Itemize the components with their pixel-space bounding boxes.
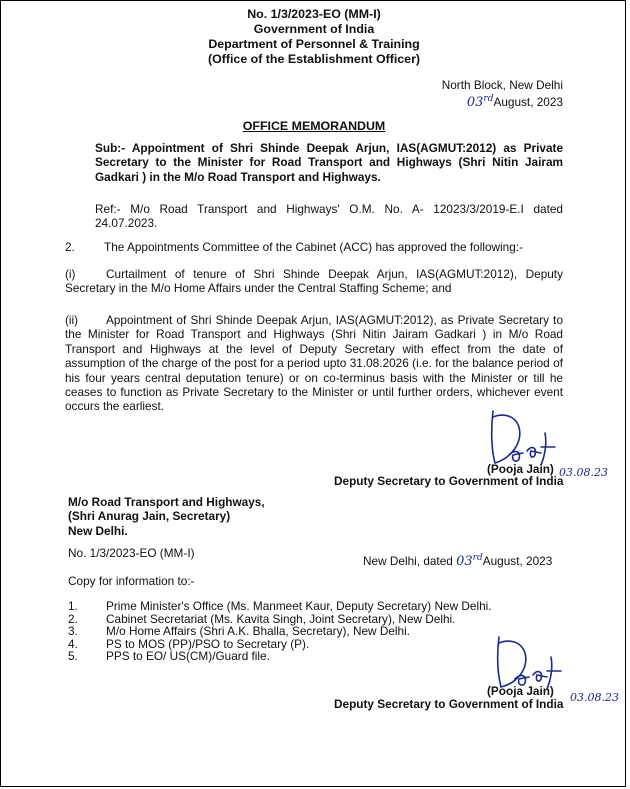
date-line: [442, 92, 563, 110]
addressee-line-1: M/o Road Transport and Highways,: [68, 495, 265, 509]
list-item: 4. PS to MOS (PP)/PSO to Secretary (P).: [68, 636, 310, 651]
handwritten-day-suffix: rd: [483, 94, 494, 105]
copy-date: [363, 551, 552, 569]
recipient-list: [68, 600, 508, 663]
signature-1-handwritten-date: 03.08.23: [559, 466, 608, 479]
list-item: 3. M/o Home Affairs (Shri A.K. Bhalla, Secretary), New Delhi.: [68, 624, 410, 639]
copy-intro: Copy for information to:-: [68, 574, 195, 588]
list-item: 5. PPS to EO/ US(CM)/Guard file.: [68, 649, 270, 664]
item-i-text: Curtailment of tenure of Shri Shinde Deepak Arjun, IAS(AGMUT:2012), Deputy Secretary in the M/o Home Affairs under the Central Staffing Scheme; and: [65, 267, 563, 296]
item-i-number: (i): [65, 267, 76, 281]
reference: Ref:- M/o Road Transport and Highways' O.M. No. A- 12023/3/2019-E.I dated 24.07.2023.: [95, 202, 563, 231]
signature-1-name: (Pooja Jain): [487, 462, 554, 476]
copy-file-number: No. 1/3/2023-EO (MM-I): [68, 546, 195, 560]
signature-2-designation: Deputy Secretary to Government of India: [334, 697, 564, 711]
item-ii-number: (ii): [65, 313, 79, 327]
signature-1-designation: Deputy Secretary to Government of India: [334, 474, 564, 488]
copy-handwritten-day: 03: [456, 553, 473, 569]
addressee: [68, 495, 265, 538]
memo-title: OFFICE MEMORANDUM: [242, 119, 386, 133]
handwritten-day: 03: [466, 95, 484, 111]
addressee-line-2: (Shri Anurag Jain, Secretary): [68, 509, 231, 524]
list-item: 1. Prime Minister's Office (Ms. Manmeet Kaur, Deputy Secretary) New Delhi.: [68, 599, 492, 613]
item-ii: [65, 313, 563, 414]
government-line: Government of India: [253, 22, 375, 36]
signature-2-handwritten-date: 03.08.23: [570, 691, 619, 704]
list-item: 2. Cabinet Secretariat (Ms. Kavita Singh, Joint Secretary), New Delhi.: [68, 611, 456, 626]
place: North Block, New Delhi: [441, 78, 563, 92]
copy-month-year: August, 2023: [482, 553, 553, 568]
addressee-line-3: New Delhi.: [68, 523, 128, 538]
memo-title-wrap: [1, 119, 627, 133]
month-year: August, 2023: [493, 95, 563, 110]
subject: Sub:- Appointment of Shri Shinde Deepak Arjun, IAS(AGMUT:2012) as Private Secretary to the Minister for Road Transport and Highways (Shri Nitin Jairam Gadkari ) in the M/o Road Transport and Highways.: [95, 141, 563, 184]
department-line: Department of Personnel & Training: [208, 37, 420, 51]
signature-2-name: (Pooja Jain): [487, 684, 554, 698]
item-i: [65, 267, 563, 296]
item-ii-text: Appointment of Shri Shinde Deepak Arjun, IAS(AGMUT:2012), as Private Secretary to the Minister for Road Transport and Highways (Shri Nitin Jairam Gadkari ) in M/o Road Transport and Highways at the level of Deputy Secretary with effect from the date of assumption of the charge of the post for a period upto 31.08.2026 (i.e. for the balance period of his four years central deputation tenure) or on co-terminus basis with the Minister or till he ceases to function as Private Secretary to the Minister or until further orders, whichever event occurs the earliest.: [65, 313, 563, 414]
copy-date-prefix: New Delhi, dated: [363, 553, 453, 568]
para-2-number: 2.: [65, 240, 75, 254]
place-date: [442, 78, 563, 111]
letterhead: [1, 7, 627, 67]
office-line: (Office of the Establishment Officer): [207, 52, 421, 66]
copy-handwritten-day-suffix: rd: [472, 553, 483, 563]
file-number: No. 1/3/2023-EO (MM-I): [247, 7, 381, 21]
para-2-text: The Appointments Committee of the Cabinet (ACC) has approved the following:-: [104, 240, 524, 254]
